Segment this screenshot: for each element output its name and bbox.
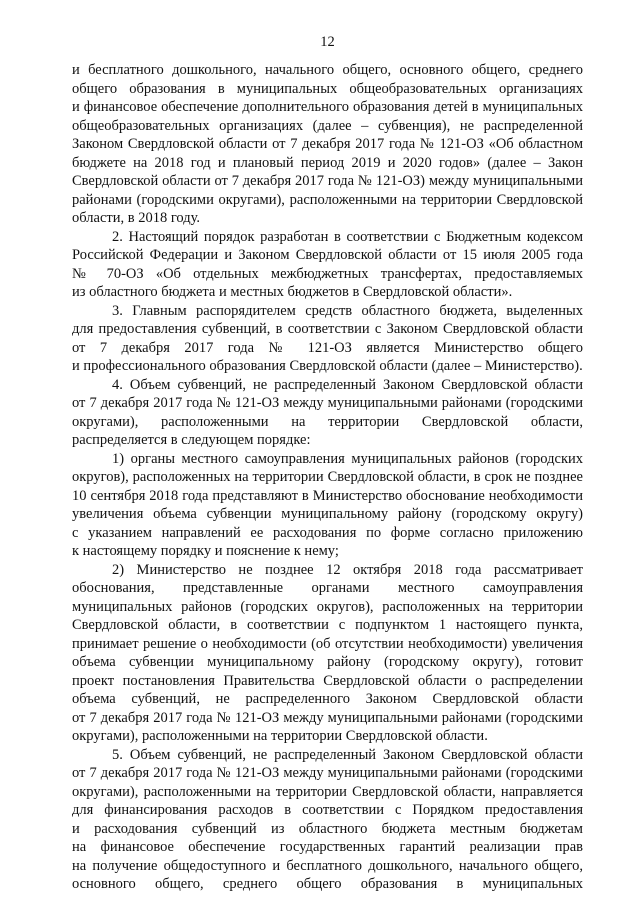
text-line: муниципальных районов (городских округов), расположенных на территории xyxy=(72,598,583,615)
text-line: 10 сентября 2018 года представляют в Министерство обоснование необходимости xyxy=(72,487,583,504)
text-line: для финансирования расходов в соответствии с Порядком предоставления xyxy=(72,802,583,818)
text-line: объема субвенций, не распределенного Законом Свердловской области xyxy=(72,691,583,707)
page-number: 12 xyxy=(320,34,335,50)
text-line: округами), расположенными на территории Свердловской области, xyxy=(72,413,583,430)
text-line: общего образования в муниципальных общеобразовательных организациях xyxy=(72,80,583,97)
text-line: № 70-ОЗ «Об отдельных межбюджетных трансфертах, предоставляемых xyxy=(72,265,583,282)
text-line: области, в 2018 году. xyxy=(72,210,201,226)
text-line: округами), расположенными на территории Свердловской области, направляется xyxy=(72,783,583,800)
text-line: проект постановления Правительства Свердловской области о распределении xyxy=(72,672,583,689)
text-line: и расходования субвенций из областного бюджета местным бюджетам xyxy=(72,820,583,837)
text-line: 4. Объем субвенций, не распределенный Законом Свердловской области xyxy=(112,376,583,393)
text-line: основного общего, среднего общего образования в муниципальных xyxy=(72,876,583,892)
text-line: округов), расположенных на территории Свердловской области, в срок не позднее xyxy=(72,469,583,485)
text-line: распределяется в следующем порядке: xyxy=(72,432,311,448)
text-line: бюджете на 2018 год и плановый период 2019 и 2020 годов» (далее – Закон xyxy=(72,154,583,171)
text-line: и бесплатного дошкольного, начального общего, основного общего, среднего xyxy=(72,62,583,78)
text-line: к настоящему порядку и пояснение к нему; xyxy=(72,543,339,559)
text-line: для предоставления субвенций, в соответствии с Законом Свердловской области xyxy=(72,321,583,337)
text-line: 5. Объем субвенций, не распределенный Законом Свердловской области xyxy=(112,746,583,763)
text-line: 2) Министерство не позднее 12 октября 2018 года рассматривает xyxy=(112,561,583,578)
text-line: от 7 декабря 2017 года № 121-ОЗ между муниципальными районами (городскими xyxy=(72,765,583,781)
text-line: от 7 декабря 2017 года № 121-ОЗ между муниципальными районами (городскими xyxy=(72,709,583,726)
text-line: Российской Федерации и Законом Свердловской области от 15 июля 2005 года xyxy=(72,247,583,263)
text-line: округами), расположенными на территории Свердловской области. xyxy=(72,728,488,744)
text-line: от 7 декабря 2017 года № 121-ОЗ является Министерство общего xyxy=(72,339,583,356)
text-line: 3. Главным распорядителем средств областного бюджета, выделенных xyxy=(112,302,583,319)
text-line: объема субвенции муниципальному району (городскому округу), готовит xyxy=(72,654,583,670)
text-line: с указанием направлений ее расходования по форме согласно приложению xyxy=(72,524,583,541)
text-line: Свердловской области от 7 декабря 2017 года № 121-ОЗ) между муниципальными xyxy=(72,173,583,189)
text-line: и финансовое обеспечение дополнительного образования детей в муниципальных xyxy=(72,99,583,115)
text-line: общеобразовательных организациях (далее – субвенция), не распределенной xyxy=(72,117,583,134)
text-line: из областного бюджета и местных бюджетов в Свердловской области». xyxy=(72,284,513,300)
text-line: и профессионального образования Свердловской области (далее – Министерство). xyxy=(72,358,583,374)
text-line: Свердловской области, в соответствии с подпунктом 1 настоящего пункта, xyxy=(72,617,583,633)
text-line: на финансовое обеспечение государственных гарантий реализации прав xyxy=(72,839,583,855)
text-line: обоснования, представленные органами местного самоуправления xyxy=(72,580,583,596)
text-line: районами (городскими округами), расположенными на территории Свердловской xyxy=(72,191,583,208)
text-line: от 7 декабря 2017 года № 121-ОЗ между муниципальными районами (городскими xyxy=(72,395,583,411)
text-line: на получение общедоступного и бесплатного дошкольного, начального общего, xyxy=(72,857,583,874)
text-line: 2. Настоящий порядок разработан в соответствии с Бюджетным кодексом xyxy=(112,228,583,245)
text-line: принимает решение о необходимости (об отсутствии необходимости) увеличения xyxy=(72,635,583,652)
document-body xyxy=(72,61,583,894)
text-line: 1) органы местного самоуправления муниципальных районов (городских xyxy=(112,450,583,467)
text-line: Законом Свердловской области от 7 декабря 2017 года № 121-ОЗ «Об областном xyxy=(72,136,583,152)
text-line: увеличения объема субвенции муниципальному району (городскому округу) xyxy=(72,506,583,522)
